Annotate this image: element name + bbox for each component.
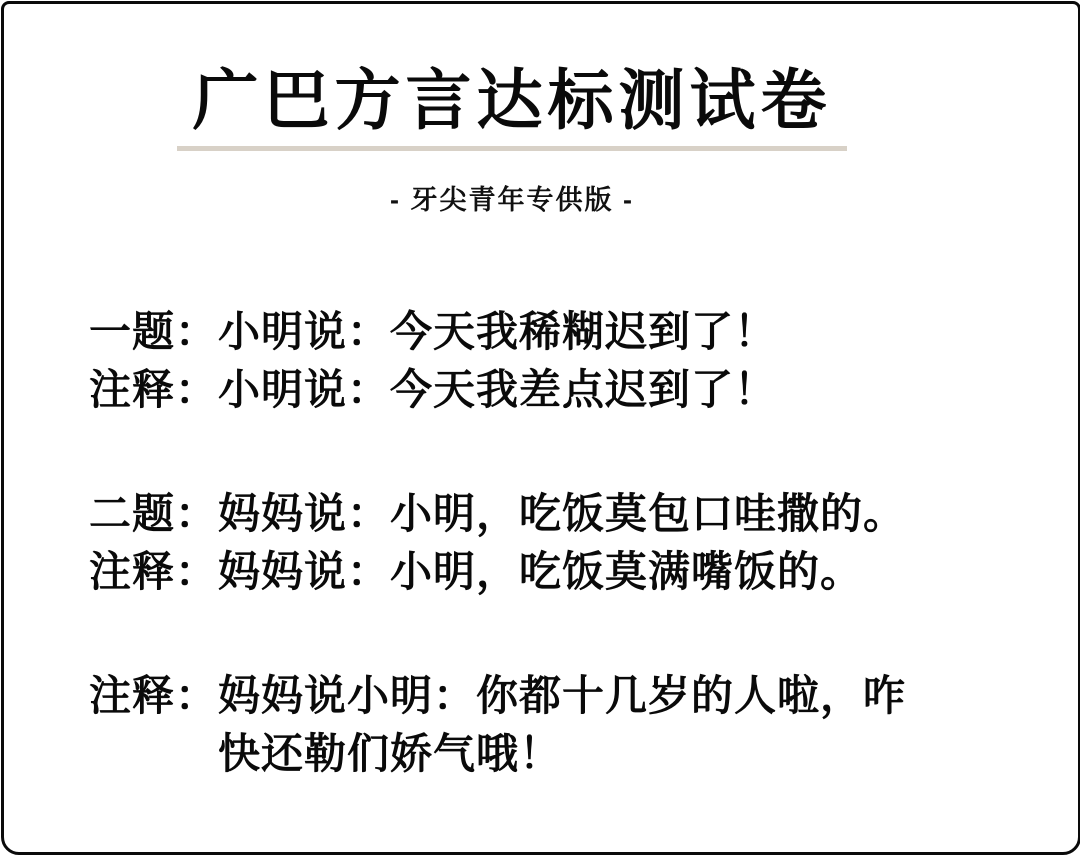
annotation-line: 注释：妈妈说小明：你都十几岁的人啦，咋 <box>89 672 907 720</box>
questions-area <box>89 303 1078 783</box>
question-section-2 <box>89 485 1078 601</box>
paper-header <box>4 63 1020 217</box>
title-underline <box>177 146 847 151</box>
question-section-3 <box>89 667 1078 783</box>
test-paper-page <box>1 1 1080 855</box>
question-line: 一题：小明说：今天我稀糊迟到了！ <box>89 308 778 356</box>
question-section-1 <box>89 303 1078 419</box>
question-line: 二题：妈妈说：小明，吃饭莫包口哇撒的。 <box>89 490 907 538</box>
page-subtitle: - 牙尖青年专供版 - <box>390 185 634 216</box>
page-title: 广巴方言达标测试卷 <box>192 63 832 137</box>
annotation-line-continued: 快还勒们娇气哦！ <box>218 730 563 778</box>
annotation-line: 注释：妈妈说：小明，吃饭莫满嘴饭的。 <box>89 548 864 596</box>
annotation-line: 注释：小明说：今天我差点迟到了！ <box>89 366 778 414</box>
